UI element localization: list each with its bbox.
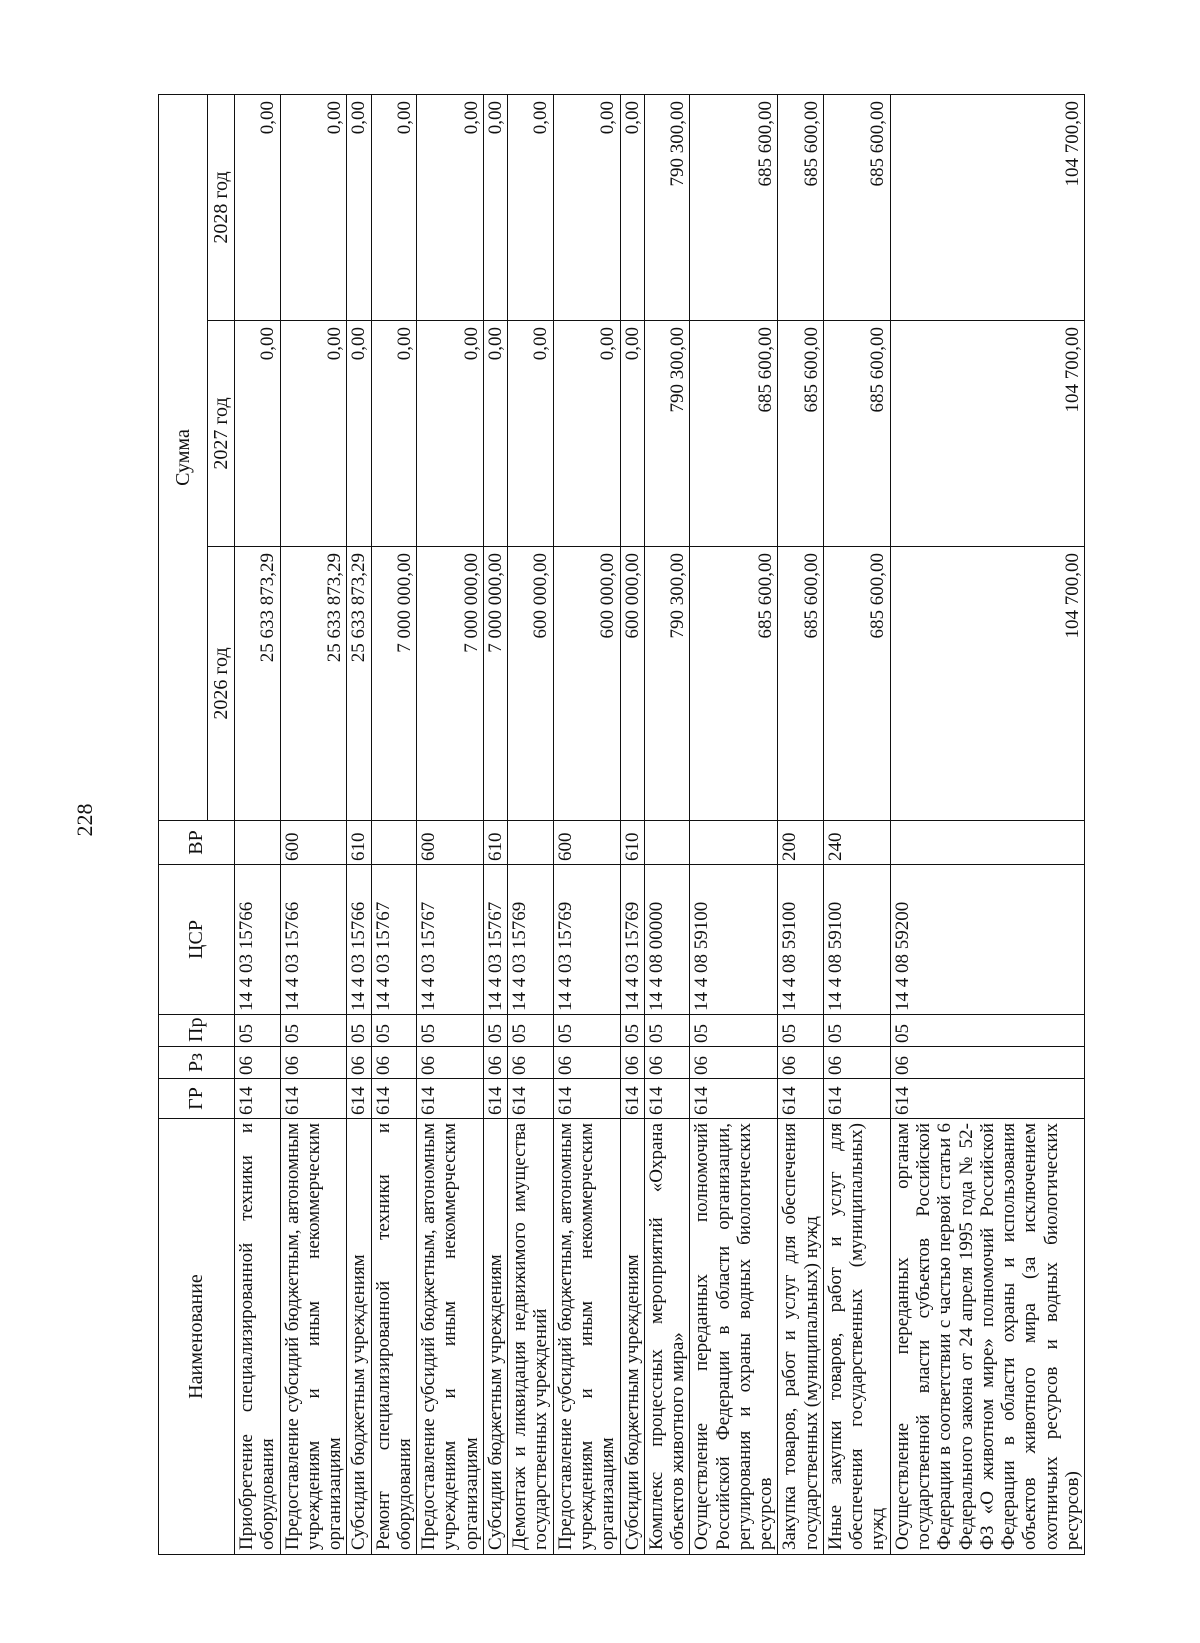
cell-rz: 06 (347, 1047, 371, 1079)
header-sum: Сумма (159, 94, 208, 820)
cell-amount-2026: 685 600,00 (778, 547, 824, 821)
cell-rz: 06 (235, 1047, 281, 1079)
header-year-2028: 2028 год (208, 94, 235, 320)
cell-vr: 600 (280, 821, 347, 865)
cell-gr: 614 (690, 1079, 778, 1119)
cell-rz: 06 (890, 1047, 1084, 1079)
cell-csr: 14 4 03 15767 (371, 865, 417, 1015)
cell-name: Осуществление переданных полномочий Российской Федерации в области организации, регулирования и охраны водных биологических ресурсов (690, 1119, 778, 1555)
table-row (644, 94, 690, 1554)
cell-vr: 600 (417, 821, 484, 865)
cell-gr: 614 (553, 1079, 620, 1119)
cell-pr: 05 (644, 1015, 690, 1047)
table-row (778, 94, 824, 1554)
header-name: Наименование (159, 1119, 235, 1555)
cell-csr: 14 4 08 59100 (778, 865, 824, 1015)
table-body (235, 94, 1085, 1554)
cell-amount-2028: 685 600,00 (778, 94, 824, 320)
cell-gr: 614 (371, 1079, 417, 1119)
cell-amount-2027: 0,00 (620, 321, 644, 547)
cell-amount-2028: 0,00 (235, 94, 281, 320)
table-row (483, 94, 507, 1554)
cell-name: Приобретение специализированной техники и оборудования (235, 1119, 281, 1555)
cell-vr: 610 (347, 821, 371, 865)
cell-pr: 05 (890, 1015, 1084, 1047)
cell-amount-2028: 0,00 (280, 94, 347, 320)
cell-pr: 05 (280, 1015, 347, 1047)
cell-rz: 06 (644, 1047, 690, 1079)
cell-amount-2027: 0,00 (235, 321, 281, 547)
cell-amount-2028: 0,00 (483, 94, 507, 320)
header-year-2026: 2026 год (208, 547, 235, 821)
cell-pr: 05 (508, 1015, 554, 1047)
cell-amount-2028: 685 600,00 (690, 94, 778, 320)
cell-amount-2027: 0,00 (347, 321, 371, 547)
cell-rz: 06 (778, 1047, 824, 1079)
cell-amount-2028: 104 700,00 (890, 94, 1084, 320)
cell-amount-2026: 685 600,00 (690, 547, 778, 821)
cell-pr: 05 (620, 1015, 644, 1047)
cell-rz: 06 (690, 1047, 778, 1079)
cell-csr: 14 4 08 59200 (890, 865, 1084, 1015)
cell-rz: 06 (553, 1047, 620, 1079)
cell-vr: 600 (553, 821, 620, 865)
cell-amount-2028: 0,00 (553, 94, 620, 320)
cell-name: Субсидии бюджетным учреждениям (347, 1119, 371, 1555)
cell-gr: 614 (417, 1079, 484, 1119)
cell-amount-2027: 0,00 (417, 321, 484, 547)
cell-pr: 05 (823, 1015, 890, 1047)
cell-vr (690, 821, 778, 865)
cell-rz: 06 (417, 1047, 484, 1079)
rotated-page-content (158, 95, 1083, 1555)
cell-csr: 14 4 08 00000 (644, 865, 690, 1015)
cell-amount-2026: 104 700,00 (890, 547, 1084, 821)
cell-amount-2026: 7 000 000,00 (371, 547, 417, 821)
cell-pr: 05 (553, 1015, 620, 1047)
cell-csr: 14 4 08 59100 (823, 865, 890, 1015)
cell-amount-2028: 0,00 (347, 94, 371, 320)
table-row (553, 94, 620, 1554)
cell-gr: 614 (644, 1079, 690, 1119)
cell-pr: 05 (417, 1015, 484, 1047)
cell-amount-2027: 685 600,00 (823, 321, 890, 547)
cell-amount-2028: 0,00 (620, 94, 644, 320)
header-csr: ЦСР (159, 865, 235, 1015)
header-year-2027: 2027 год (208, 321, 235, 547)
cell-gr: 614 (508, 1079, 554, 1119)
table-row (371, 94, 417, 1554)
cell-amount-2027: 685 600,00 (778, 321, 824, 547)
cell-name: Предоставление субсидий бюджетным, автономным учреждениям и иным некоммерческим организациям (417, 1119, 484, 1555)
cell-name: Субсидии бюджетным учреждениям (483, 1119, 507, 1555)
cell-amount-2026: 790 300,00 (644, 547, 690, 821)
cell-amount-2027: 685 600,00 (690, 321, 778, 547)
cell-amount-2027: 0,00 (483, 321, 507, 547)
cell-name: Предоставление субсидий бюджетным, автономным учреждениям и иным некоммерческим организациям (280, 1119, 347, 1555)
cell-csr: 14 4 03 15766 (235, 865, 281, 1015)
cell-amount-2028: 685 600,00 (823, 94, 890, 320)
cell-vr: 610 (483, 821, 507, 865)
cell-gr: 614 (347, 1079, 371, 1119)
cell-vr (890, 821, 1084, 865)
cell-amount-2026: 7 000 000,00 (483, 547, 507, 821)
cell-pr: 05 (690, 1015, 778, 1047)
cell-amount-2026: 7 000 000,00 (417, 547, 484, 821)
header-rz: Рз (159, 1047, 235, 1079)
cell-gr: 614 (280, 1079, 347, 1119)
cell-gr: 614 (778, 1079, 824, 1119)
cell-vr: 240 (823, 821, 890, 865)
cell-amount-2026: 25 633 873,29 (235, 547, 281, 821)
cell-amount-2027: 0,00 (371, 321, 417, 547)
cell-name: Субсидии бюджетным учреждениям (620, 1119, 644, 1555)
page-number: 228 (72, 803, 97, 837)
cell-gr: 614 (620, 1079, 644, 1119)
header-vr: ВР (159, 821, 235, 865)
table-row (823, 94, 890, 1554)
cell-name: Комплекс процессных мероприятий «Охрана объектов животного мира» (644, 1119, 690, 1555)
cell-amount-2026: 685 600,00 (823, 547, 890, 821)
cell-amount-2026: 25 633 873,29 (280, 547, 347, 821)
cell-amount-2026: 600 000,00 (553, 547, 620, 821)
cell-csr: 14 4 03 15767 (483, 865, 507, 1015)
cell-pr: 05 (235, 1015, 281, 1047)
table-row (347, 94, 371, 1554)
cell-csr: 14 4 08 59100 (690, 865, 778, 1015)
cell-rz: 06 (620, 1047, 644, 1079)
cell-amount-2027: 790 300,00 (644, 321, 690, 547)
cell-vr: 200 (778, 821, 824, 865)
table-row (235, 94, 281, 1554)
cell-vr (371, 821, 417, 865)
cell-vr (235, 821, 281, 865)
table-row (690, 94, 778, 1554)
cell-pr: 05 (371, 1015, 417, 1047)
cell-name: Предоставление субсидий бюджетным, автономным учреждениям и иным некоммерческим организациям (553, 1119, 620, 1555)
cell-rz: 06 (483, 1047, 507, 1079)
cell-vr (508, 821, 554, 865)
cell-pr: 05 (778, 1015, 824, 1047)
cell-amount-2026: 600 000,00 (508, 547, 554, 821)
cell-rz: 06 (508, 1047, 554, 1079)
table-row (890, 94, 1084, 1554)
cell-amount-2027: 0,00 (508, 321, 554, 547)
header-pr: Пр (159, 1015, 235, 1047)
header-gr: ГР (159, 1079, 235, 1119)
cell-gr: 614 (823, 1079, 890, 1119)
table-row (508, 94, 554, 1554)
cell-amount-2028: 0,00 (417, 94, 484, 320)
cell-csr: 14 4 03 15769 (553, 865, 620, 1015)
cell-name: Осуществление переданных органам государственной власти субъектов Российской Федерации в соответствии с частью первой статьи 6 Федерального закона от 24 апреля 1995 года № 52-ФЗ «О животном мире» полномочий Российской Федерации в области охраны и использования объектов животного мира (за исключением охотничьих ресурсов и водных биологических ресурсов) (890, 1119, 1084, 1555)
cell-rz: 06 (371, 1047, 417, 1079)
cell-csr: 14 4 03 15766 (347, 865, 371, 1015)
cell-amount-2027: 0,00 (553, 321, 620, 547)
cell-name: Закупка товаров, работ и услуг для обеспечения государственных (муниципальных) нужд (778, 1119, 824, 1555)
cell-name: Демонтаж и ликвидация недвижимого имущества государственных учреждений (508, 1119, 554, 1555)
cell-csr: 14 4 03 15769 (620, 865, 644, 1015)
cell-amount-2027: 104 700,00 (890, 321, 1084, 547)
cell-name: Ремонт специализированной техники и оборудования (371, 1119, 417, 1555)
cell-gr: 614 (890, 1079, 1084, 1119)
table-row (620, 94, 644, 1554)
cell-amount-2026: 600 000,00 (620, 547, 644, 821)
table-row (417, 94, 484, 1554)
cell-rz: 06 (280, 1047, 347, 1079)
cell-pr: 05 (483, 1015, 507, 1047)
cell-amount-2028: 0,00 (371, 94, 417, 320)
table-row (280, 94, 347, 1554)
cell-amount-2026: 25 633 873,29 (347, 547, 371, 821)
cell-vr: 610 (620, 821, 644, 865)
cell-csr: 14 4 03 15769 (508, 865, 554, 1015)
cell-gr: 614 (235, 1079, 281, 1119)
cell-vr (644, 821, 690, 865)
cell-pr: 05 (347, 1015, 371, 1047)
cell-gr: 614 (483, 1079, 507, 1119)
cell-rz: 06 (823, 1047, 890, 1079)
cell-csr: 14 4 03 15767 (417, 865, 484, 1015)
budget-table (158, 94, 1085, 1555)
cell-amount-2028: 790 300,00 (644, 94, 690, 320)
cell-amount-2027: 0,00 (280, 321, 347, 547)
cell-name: Иные закупки товаров, работ и услуг для обеспечения государственных (муниципальных) нужд (823, 1119, 890, 1555)
cell-csr: 14 4 03 15766 (280, 865, 347, 1015)
cell-amount-2028: 0,00 (508, 94, 554, 320)
